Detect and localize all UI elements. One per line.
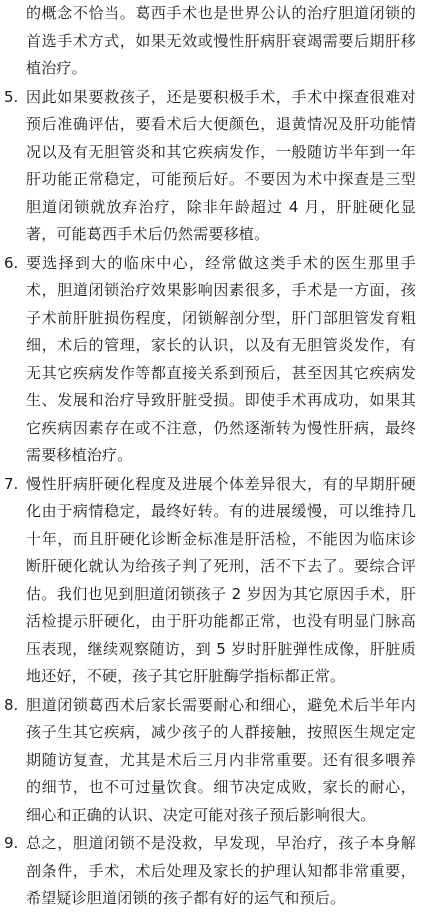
item-number: 9.: [4, 834, 19, 852]
item-text: 因此如果要救孩子，还是要积极手术，手术中探查很难对预后准确评估，要看术后大便颜色，退黄情况及肝功能情况以及有无胆管炎和其它疾病发作，一般随访半年到一年肝功能正常稳定，可能预后好。不要因为术中探查是三型胆道闭锁就放弃治疗，除非年龄超过 4 月，肝脏硬化显著，可能葛西手术后仍然需要移植。: [26, 87, 416, 243]
list-item-7: [4, 471, 416, 691]
item-number: 8.: [4, 695, 19, 714]
item-text: 胆道闭锁葛西术后家长需要耐心和细心，避免术后半年内孩子生其它疾病，减少孩子的人群接触，按照医生规定定期随访复查，尤其是术后三月内非常重要。还有很多喂养的细节，也不可过量饮食。细节决定成败，家长的耐心，细心和正确的认识、决定可能对孩子预后影响很大。: [26, 695, 416, 824]
list-item-9: [4, 830, 416, 913]
item-text: 慢性肝病肝硬化程度及进展个体差异很大，有的早期肝硬化由于病情稳定，最终好转。有的进展缓慢，可以维持几十年，而且肝硬化诊断金标准是肝活检，不能因为临床诊断肝硬化就认为给孩子判了死刑，活不下去了。要综合评估。我们也见到胆道闭锁孩子 2 岁因为其它原因手术，肝活检提示肝硬化，由于肝功能都正常，也没有明显门脉高压表现，继续观察随访，到 5 岁时肝脏弹性成像，肝脏质地还好，不硬，孩子其它肝脏酶学指标都正常。: [26, 474, 416, 685]
item-number: 6.: [4, 253, 19, 272]
item-text: 要选择到大的临床中心，经常做这类手术的医生那里手术，胆道闭锁治疗效果影响因素很多，手术是一方面，孩子术前肝脏损伤程度，闭锁解剖分型，肝门部胆管发育粗细，术后的管理，家长的认识，以及有无胆管炎发作，有无其它疾病发作等都直接关系到预后，甚至因其它疾病发生、发展和治疗导致肝脏受损。即使手术再成功，如果其它疾病因素存在或不注意，仍然逐渐转为慢性肝病，最终需要移植治疗。: [26, 253, 416, 464]
item-text: 总之，胆道闭锁不是没救，早发现，早治疗，孩子本身解剖条件，手术，术后处理及家长的护理认知都非常重要，希望疑诊胆道闭锁的孩子都有好的运气和预后。: [26, 834, 416, 907]
list-item-6: [4, 250, 416, 470]
list-item-5: [4, 84, 416, 249]
item-number: 7.: [4, 474, 19, 493]
list-item-8: [4, 692, 416, 830]
item-number: 5.: [4, 87, 19, 106]
intro-paragraph: [4, 0, 416, 83]
paragraph-text: 的概念不恰当。葛西手术也是世界公认的治疗胆道闭锁的首选手术方式，如果无效或慢性肝病肝衰竭需要后期肝移植治疗。: [26, 4, 416, 77]
